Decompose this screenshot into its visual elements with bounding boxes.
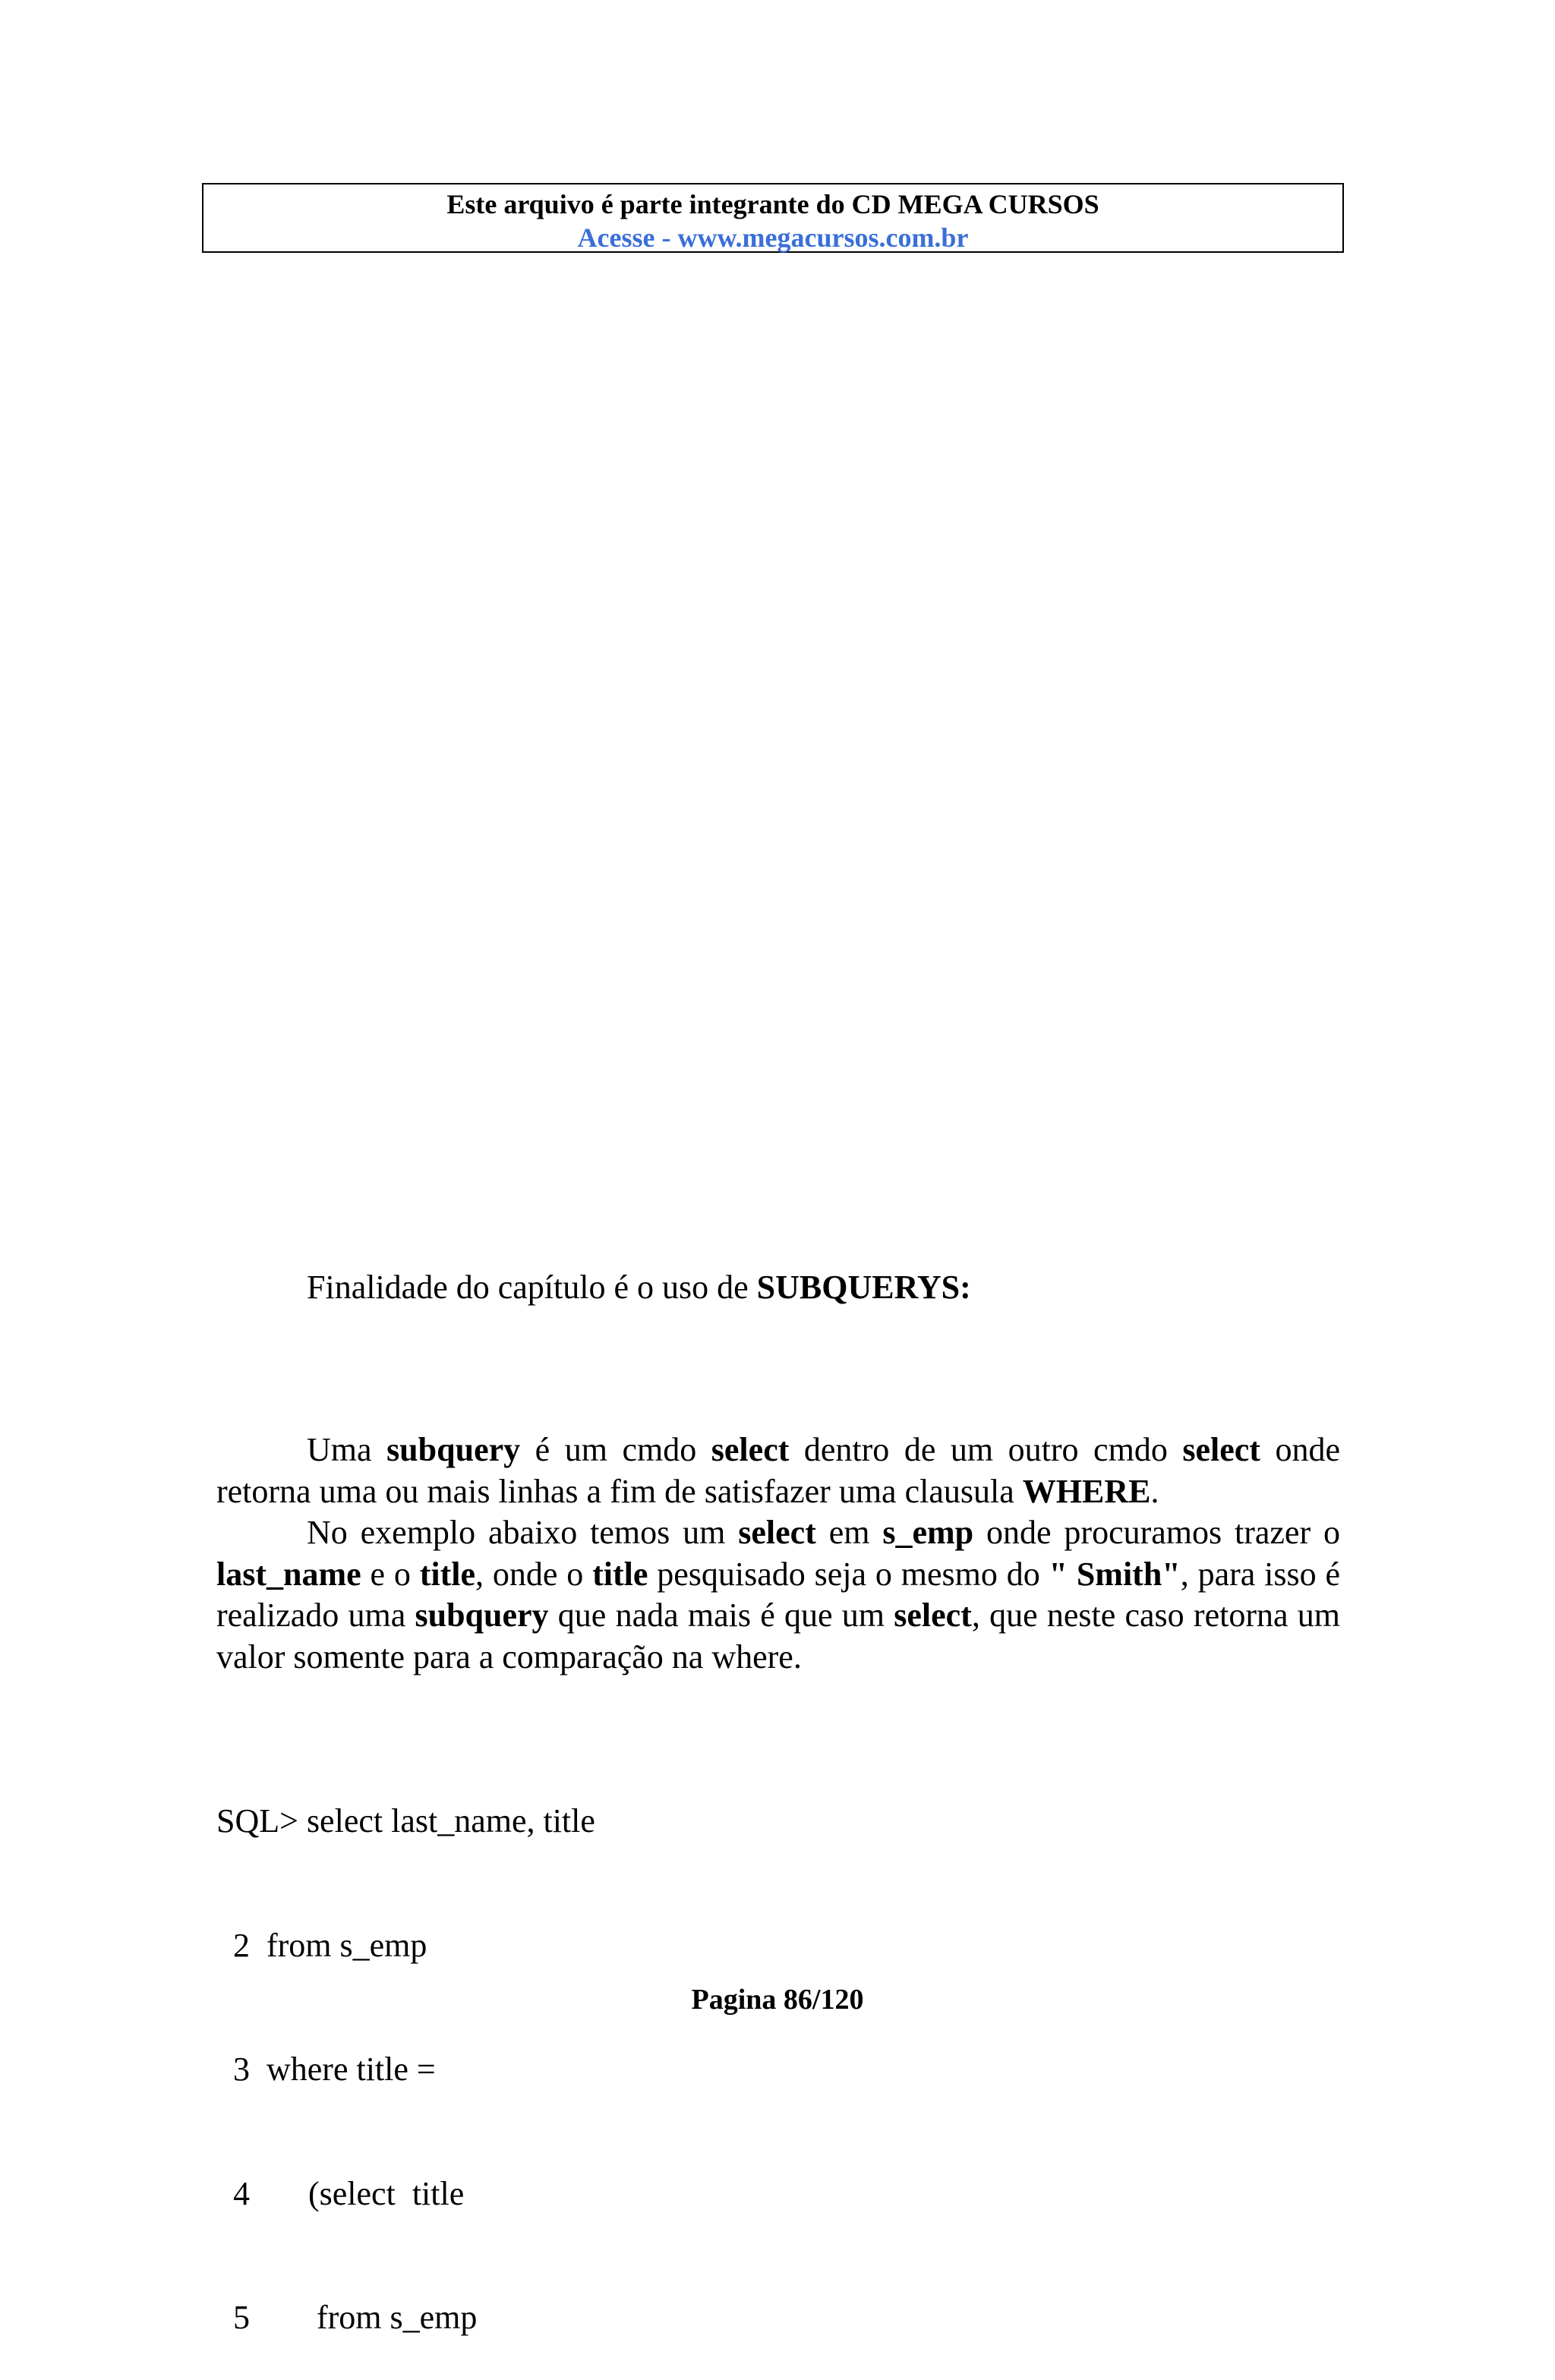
header-box xyxy=(202,183,1344,253)
chapter-title xyxy=(307,1266,971,1309)
paragraph-subquery-definition: Uma subquery é um cmdo select dentro de um outro cmdo select onde retorna uma ou mais linhas a fim de satisfazer uma clausula WHERE. xyxy=(216,1431,1341,1510)
code-line: SQL> select last_name, title xyxy=(216,1802,595,1839)
header-website-link[interactable]: Acesse - www.megacursos.com.br xyxy=(577,222,969,253)
body-text xyxy=(216,1430,1340,1678)
code-line: 5 from s_emp xyxy=(216,2299,478,2336)
header-title: Este arquivo é parte integrante do CD MEGA CURSOS xyxy=(446,189,1099,219)
chapter-intro: Finalidade do capítulo é o uso de xyxy=(307,1269,757,1306)
code-line: 4 (select title xyxy=(216,2174,465,2212)
sql-code-block xyxy=(216,1718,595,2380)
code-line: 2 from s_emp xyxy=(216,1926,427,1964)
paragraph-example-explanation: No exemplo abaixo temos um select em s_emp onde procuramos trazer o last_name e o title, onde o title pesquisado seja o mesmo do " Smith", para isso é realizado uma subquery que nada mais é que um select, que neste caso retorna um valor somente para a comparação na where. xyxy=(216,1514,1340,1675)
code-line: 3 where title = xyxy=(216,2051,436,2088)
chapter-keyword: SUBQUERYS: xyxy=(756,1269,971,1306)
page-number: Pagina 86/120 xyxy=(691,1984,864,2016)
